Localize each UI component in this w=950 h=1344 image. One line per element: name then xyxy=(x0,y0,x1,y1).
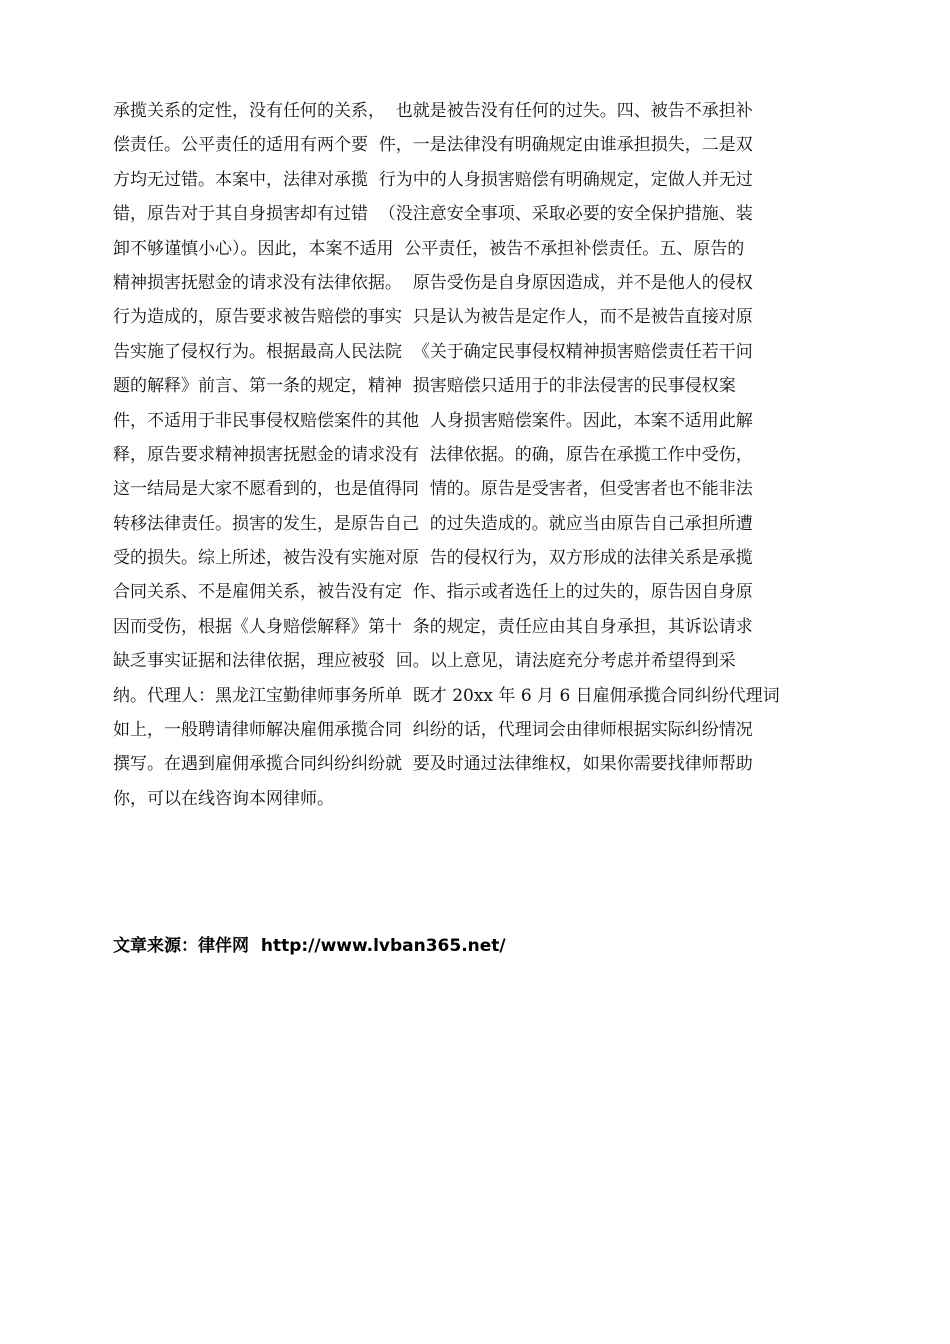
text-line: 转移法律责任。损害的发生，是原告自己 的过失造成的。就应当由原告自己承担所遭 xyxy=(113,513,753,534)
text-line: 精神损害抚慰金的请求没有法律依据。 原告受伤是自身原因造成，并不是他人的侵权 xyxy=(113,272,753,293)
body-paragraph xyxy=(113,94,843,816)
text-line: 卸不够谨慎小心）。因此，本案不适用 公平责任，被告不承担补偿责任。五、原告的 xyxy=(113,238,745,259)
text-line: 释，原告要求精神损害抚慰金的请求没有 法律依据。的确，原告在承揽工作中受伤， xyxy=(113,444,753,465)
text-line: 合同关系、不是雇佣关系，被告没有定 作、指示或者选任上的过失的，原告因自身原 xyxy=(113,582,753,603)
text-line: 你，可以在线咨询本网律师。 xyxy=(113,788,334,809)
text-line: 这一结局是大家不愿看到的，也是值得同 情的。原告是受害者，但受害者也不能非法 xyxy=(113,479,753,500)
text-line: 受的损失。综上所述，被告没有实施对原 告的侵权行为，双方形成的法律关系是承揽 xyxy=(113,548,753,569)
text-line: 题的解释》前言、第一条的规定，精神 损害赔偿只适用于的非法侵害的民事侵权案 xyxy=(113,376,736,397)
text-line: 错，原告对于其自身损害却有过错 （没注意安全事项、采取必要的安全保护措施、装 xyxy=(113,204,753,225)
text-line: 偿责任。公平责任的适用有两个要 件，一是法律没有明确规定由谁承担损失，二是双 xyxy=(113,135,753,156)
text-line: 方均无过错。本案中，法律对承揽 行为中的人身损害赔偿有明确规定，定做人并无过 xyxy=(113,169,753,190)
text-line: 因而受伤，根据《人身赔偿解释》第十 条的规定，责任应由其自身承担，其诉讼请求 xyxy=(113,616,753,637)
text-line: 行为造成的，原告要求被告赔偿的事实 只是认为被告是定作人，而不是被告直接对原 xyxy=(113,307,753,328)
article-source-line: 文章来源：律伴网 http://www.lvban365.net/ xyxy=(113,936,506,956)
text-line: 如上，一般聘请律师解决雇佣承揽合同 纠纷的话，代理词会由律师根据实际纠纷情况 xyxy=(113,720,753,741)
text-line: 告实施了侵权行为。根据最高人民法院 《关于确定民事侵权精神损害赔偿责任若干问 xyxy=(113,341,753,362)
text-line: 承揽关系的定性，没有任何的关系， 也就是被告没有任何的过失。四、被告不承担补 xyxy=(113,101,753,121)
text-line: 件，不适用于非民事侵权赔偿案件的其他 人身损害赔偿案件。因此，本案不适用此解 xyxy=(113,410,753,431)
text-line: 缺乏事实证据和法律依据，理应被驳 回。以上意见，请法庭充分考虑并希望得到采 xyxy=(113,651,736,672)
text-line: 撰写。在遇到雇佣承揽合同纠纷纠纷就 要及时通过法律维权，如果你需要找律师帮助 xyxy=(113,754,753,775)
text-line: 纳。代理人：黑龙江宝勤律师事务所单 既才 20xx 年 6 月 6 日雇佣承揽合同纠纷代理词 xyxy=(113,685,780,706)
